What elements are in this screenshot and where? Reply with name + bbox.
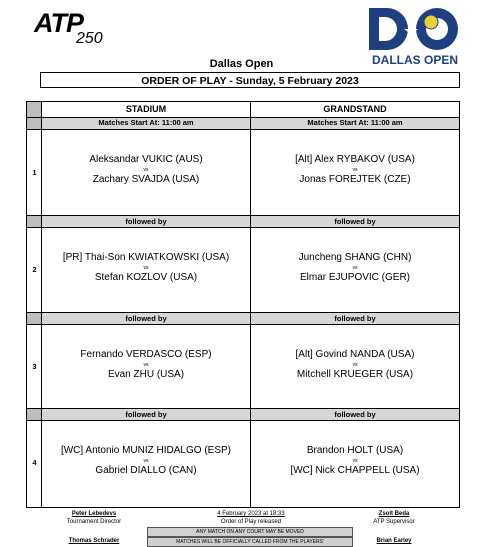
followed-by-label: followed by	[42, 409, 251, 420]
round-number-cell	[27, 228, 42, 312]
tournament-director-block	[48, 510, 140, 526]
player1: [Alt] Alex RYBAKOV (USA)	[295, 154, 415, 165]
atp-logo-text: ATP	[34, 8, 83, 38]
left-name-2-text: Thomas Schrader	[68, 538, 120, 544]
player1: Aleksandar VUKIC (AUS)	[89, 154, 203, 165]
followed-by-label: followed by	[251, 313, 459, 324]
followed-by-label: followed by	[42, 313, 251, 324]
round-number-cell	[27, 325, 42, 408]
followed-by-corner	[27, 409, 42, 420]
notice-moved: ANY MATCH ON ANY COURT MAY BE MOVED	[147, 527, 353, 537]
player2: Stefan KOZLOV (USA)	[94, 272, 198, 283]
round-number: 3	[32, 362, 37, 371]
player2: Evan ZHU (USA)	[107, 369, 185, 380]
vs-label: vs	[352, 167, 358, 173]
match-row	[27, 130, 459, 216]
player1: Juncheng SHANG (CHN)	[298, 252, 412, 263]
player2: [WC] Nick CHAPPELL (USA)	[290, 465, 420, 476]
player2: Jonas FOREJTEK (CZE)	[299, 174, 411, 185]
court-header-stadium: STADIUM	[42, 102, 251, 117]
player2: Zachary SVAJDA (USA)	[92, 174, 200, 185]
followed-by-label: followed by	[251, 216, 459, 227]
vs-label: vs	[143, 362, 149, 368]
start-time-row	[27, 118, 459, 130]
followed-by-row	[27, 313, 459, 325]
round-number-cell	[27, 421, 42, 507]
match-row	[27, 421, 459, 507]
grandstand-match	[251, 421, 459, 507]
round-number: 1	[32, 168, 37, 177]
order-of-play-title: ORDER OF PLAY - Sunday, 5 February 2023	[40, 72, 460, 88]
event-title: Dallas Open	[209, 58, 274, 70]
notice-called: MATCHES WILL BE OFFICIALLY CALLED FROM THE PLAYERS'	[147, 537, 353, 547]
right-name-2	[356, 537, 432, 545]
supervisor-name: Zsolt Beda	[378, 511, 410, 517]
atp-logo-sub: 250	[76, 30, 103, 47]
followed-by-corner	[27, 216, 42, 227]
release-time: 4 February 2023 at 18:33	[217, 511, 285, 517]
player1: [WC] Antonio MUNIZ HIDALGO (ESP)	[60, 445, 232, 456]
followed-by-label: followed by	[251, 409, 459, 420]
round-number: 2	[32, 265, 37, 274]
schedule-grid	[26, 101, 460, 508]
release-label: Order of Play released	[220, 519, 282, 525]
grandstand-match	[251, 130, 459, 215]
followed-by-row	[27, 216, 459, 228]
stadium-match	[42, 421, 251, 507]
vs-label: vs	[352, 458, 358, 464]
vs-label: vs	[143, 265, 149, 271]
header-corner	[27, 102, 42, 117]
followed-by-label: followed by	[42, 216, 251, 227]
start-corner	[27, 118, 42, 129]
vs-label: vs	[352, 362, 358, 368]
followed-by-corner	[27, 313, 42, 324]
followed-by-row	[27, 409, 459, 421]
left-name-2	[48, 537, 140, 545]
director-title: Tournament Director	[66, 519, 122, 525]
vs-label: vs	[143, 458, 149, 464]
dallas-open-logo-text: DALLAS OPEN	[371, 53, 458, 67]
vs-label: vs	[352, 265, 358, 271]
supervisor-title: ATP Supervisor	[373, 519, 415, 525]
supervisor-block	[356, 510, 432, 526]
atp-250-logo	[34, 8, 118, 48]
stadium-match	[42, 325, 251, 408]
start-time-grandstand: Matches Start At: 11:00 am	[251, 118, 459, 129]
director-name: Peter Lebedevs	[71, 511, 117, 517]
start-time-stadium: Matches Start At: 11:00 am	[42, 118, 251, 129]
player1: [PR] Thai-Son KWIATKOWSKI (USA)	[62, 252, 230, 263]
court-header-row	[27, 102, 459, 118]
match-row	[27, 228, 459, 313]
round-number: 4	[32, 458, 37, 467]
grandstand-match	[251, 228, 459, 312]
court-header-grandstand: GRANDSTAND	[323, 104, 387, 114]
player1: Brandon HOLT (USA)	[306, 445, 404, 456]
vs-label: vs	[143, 167, 149, 173]
release-block	[180, 510, 322, 526]
dallas-open-logo-mark	[367, 6, 463, 52]
right-name-2-text: Brian Earley	[376, 538, 412, 544]
stadium-match	[42, 228, 251, 312]
player1: Fernando VERDASCO (ESP)	[80, 349, 212, 360]
player1: [Alt] Govind NANDA (USA)	[295, 349, 415, 360]
player2: Gabriel DIALLO (CAN)	[95, 465, 197, 476]
grandstand-match	[251, 325, 459, 408]
match-row	[27, 325, 459, 409]
round-number-cell	[27, 130, 42, 215]
player2: Elmar EJUPOVIC (GER)	[299, 272, 410, 283]
stadium-match	[42, 130, 251, 215]
player2: Mitchell KRUEGER (USA)	[296, 369, 414, 380]
